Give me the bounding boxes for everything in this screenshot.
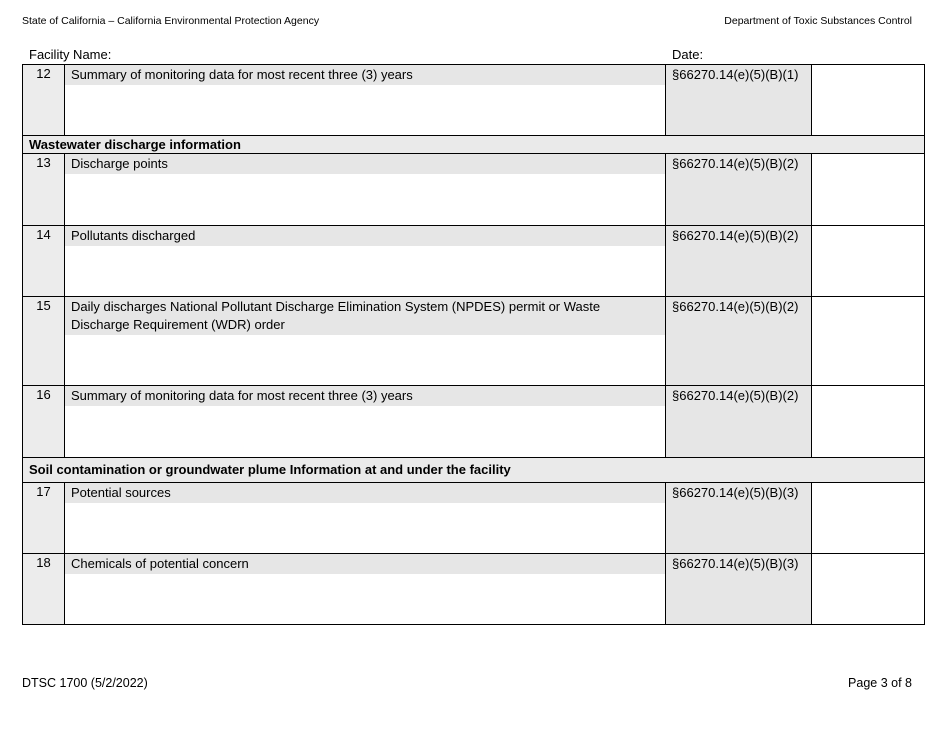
section-header: [23, 458, 925, 483]
response-field[interactable]: [812, 65, 925, 136]
row-description: [65, 386, 666, 458]
row-description: [65, 154, 666, 226]
regulation-reference: §66270.14(e)(5)(B)(2): [666, 386, 812, 458]
page-number: Page 3 of 8: [848, 676, 912, 690]
table-row: [23, 65, 925, 136]
section-title: Wastewater discharge information: [23, 136, 925, 154]
response-field[interactable]: [812, 226, 925, 297]
regulation-reference: §66270.14(e)(5)(B)(2): [666, 226, 812, 297]
table-row: [23, 226, 925, 297]
row-label: Summary of monitoring data for most recent three (3) years: [65, 386, 665, 406]
row-description: [65, 226, 666, 297]
row-description: [65, 483, 666, 554]
row-description: [65, 65, 666, 136]
row-number: 16: [23, 386, 65, 458]
date-label: Date:: [672, 47, 704, 62]
regulation-reference: §66270.14(e)(5)(B)(1): [666, 65, 812, 136]
form-id: DTSC 1700 (5/2/2022): [22, 676, 148, 690]
section-title: Soil contamination or groundwater plume Information at and under the facility: [23, 458, 925, 483]
row-number: 12: [23, 65, 65, 136]
regulation-reference: §66270.14(e)(5)(B)(3): [666, 483, 812, 554]
row-label: Chemicals of potential concern: [65, 554, 665, 574]
regulation-reference: §66270.14(e)(5)(B)(3): [666, 554, 812, 625]
form-table: [22, 64, 925, 625]
row-number: 15: [23, 297, 65, 386]
row-label: Summary of monitoring data for most recent three (3) years: [65, 65, 665, 85]
table-row: [23, 386, 925, 458]
table-row: [23, 297, 925, 386]
table-row: [23, 154, 925, 226]
response-field[interactable]: [812, 297, 925, 386]
row-description: [65, 554, 666, 625]
facility-name-label: Facility Name:: [29, 47, 112, 62]
section-header: [23, 136, 925, 154]
row-number: 18: [23, 554, 65, 625]
row-label: Daily discharges National Pollutant Discharge Elimination System (NPDES) permit or Waste Discharge Requirement (WDR) order: [65, 297, 665, 335]
row-description: [65, 297, 666, 386]
regulation-reference: §66270.14(e)(5)(B)(2): [666, 297, 812, 386]
row-label: Potential sources: [65, 483, 665, 503]
response-field[interactable]: [812, 483, 925, 554]
agency-header: State of California – California Environmental Protection Agency: [22, 15, 320, 27]
row-number: 13: [23, 154, 65, 226]
response-field[interactable]: [812, 386, 925, 458]
response-field[interactable]: [812, 154, 925, 226]
department-header: Department of Toxic Substances Control: [724, 15, 912, 27]
response-field[interactable]: [812, 554, 925, 625]
table-row: [23, 483, 925, 554]
table-row: [23, 554, 925, 625]
row-label: Pollutants discharged: [65, 226, 665, 246]
regulation-reference: §66270.14(e)(5)(B)(2): [666, 154, 812, 226]
row-number: 17: [23, 483, 65, 554]
row-label: Discharge points: [65, 154, 665, 174]
row-number: 14: [23, 226, 65, 297]
